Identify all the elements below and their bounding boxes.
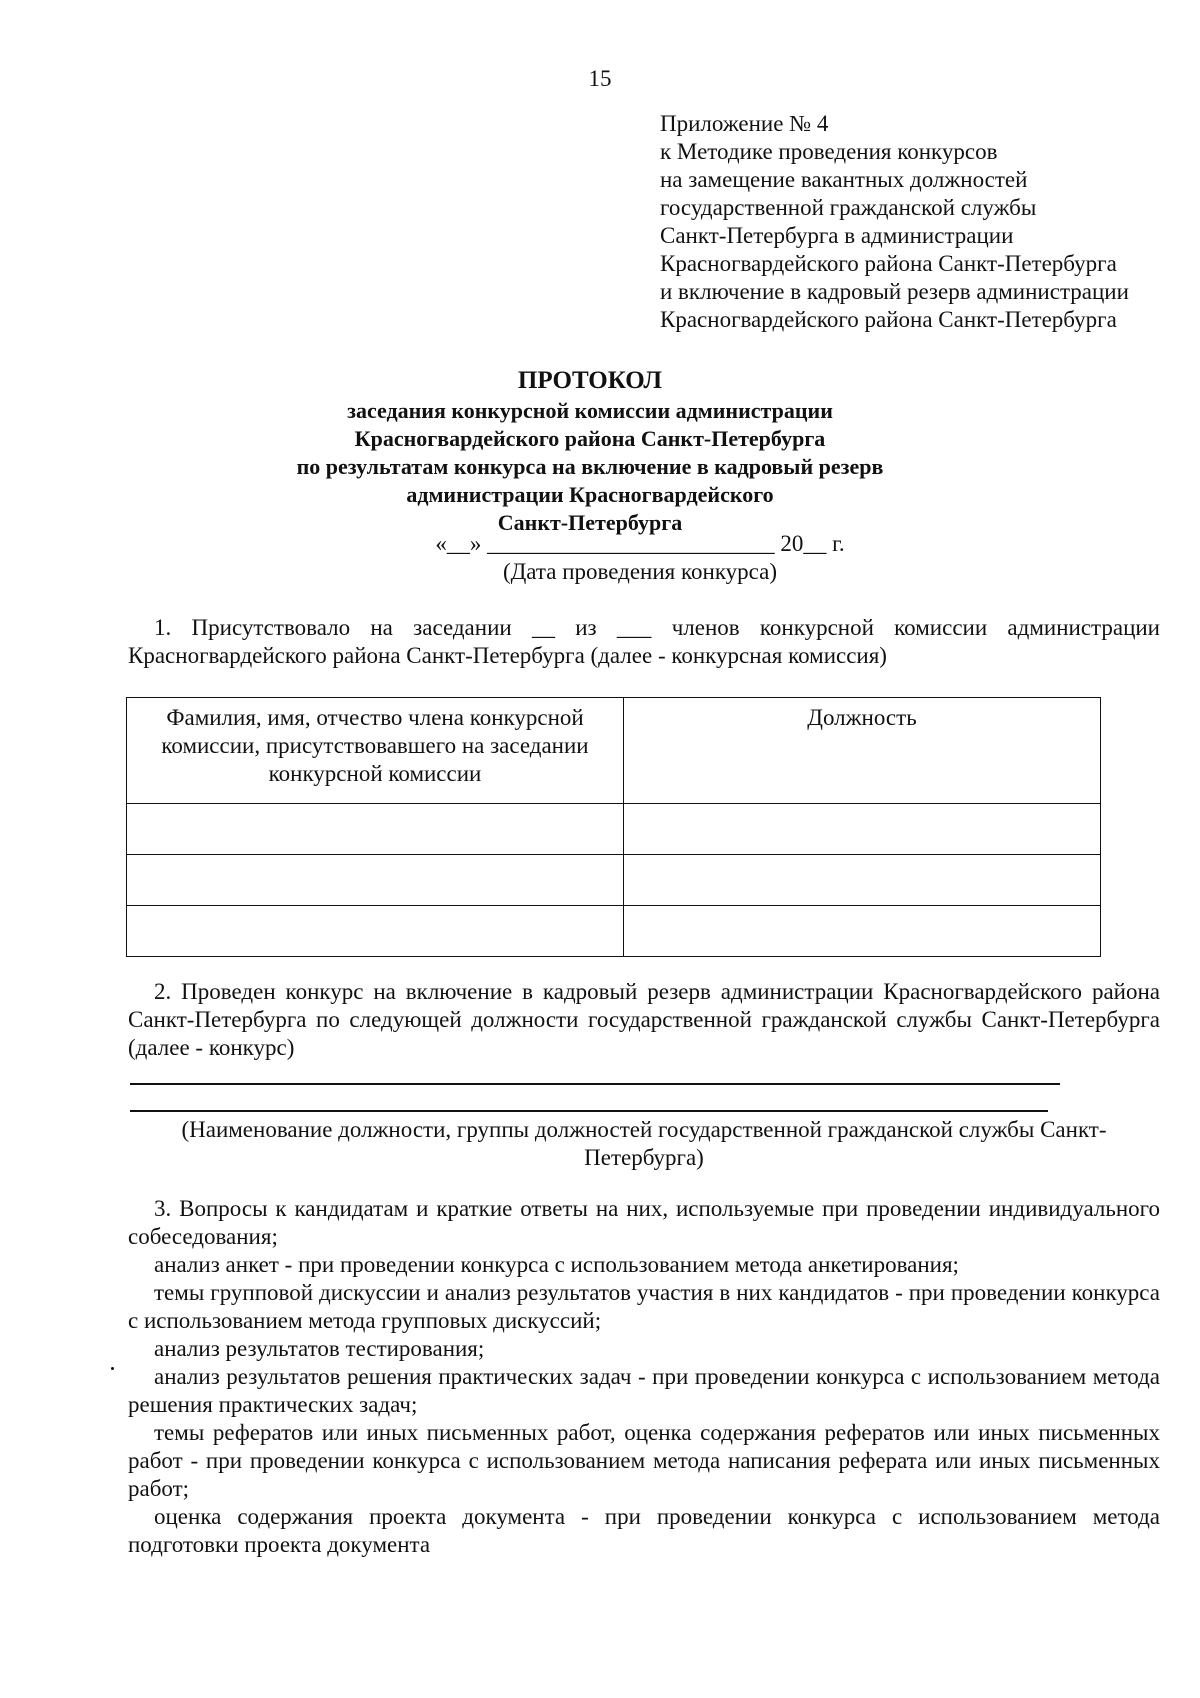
document-title [180,365,1000,537]
appendix-line: государственной гражданской службы [660,195,1037,220]
header-position: Должность [624,698,1101,804]
table-cell [127,804,624,855]
section-3-item: анализ результатов решения практических задач - при проведении конкурса с использованием метода решения практических задач; [128,1364,1160,1417]
section-3-item: 3. Вопросы к кандидатам и краткие ответы на них, используемые при проведении индивидуального собеседования; [128,1196,1160,1249]
title-main: ПРОТОКОЛ [517,367,663,394]
members-table [126,697,1101,957]
table-cell [127,906,624,957]
section-3-item: анализ анкет - при проведении конкурса с использованием метода анкетирования; [154,1252,959,1277]
appendix-line: Красногвардейского района Санкт-Петербурга [660,251,1117,276]
table-cell [624,804,1101,855]
table-cell [127,855,624,906]
page-number: 15 [588,66,612,91]
title-line: Санкт-Петербурга [497,510,683,535]
appendix-header [660,110,1200,334]
title-line: по результатам конкурса на включение в кадровый резерв [296,454,884,479]
table-cell [624,906,1101,957]
section-3-item: темы групповой дискуссии и анализ результатов участия в них кандидатов - при проведении конкурса с использованием метода групповых дискуссий; [128,1280,1160,1333]
appendix-line: Приложение № 4 [660,111,829,136]
table-header-row [127,698,1101,804]
date-field: «__» _________________________ 20__ г. [435,531,845,556]
title-line: заседания конкурсной комиссии администрации [347,398,833,423]
title-line: администрации Красногвардейского [406,482,774,507]
scan-speck [111,1367,114,1370]
appendix-line: Санкт-Петербурга в администрации [660,223,1014,248]
appendix-line: Красногвардейского района Санкт-Петербурга [660,307,1117,332]
position-caption: (Наименование должности, группы должностей государственной гражданской службы Санкт-Петербурга) [181,1117,1107,1170]
table-row [127,906,1101,957]
section-1-text: 1. Присутствовало на заседании __ из ___ членов конкурсной комиссии администрации Красногвардейского района Санкт-Петербурга (далее - конкурсная комиссия) [128,615,1160,668]
table-cell [624,855,1101,906]
section-3-item: оценка содержания проекта документа - при проведении конкурса с использованием метода подготовки проекта документа [128,1504,1160,1557]
blank-line [130,1083,1060,1085]
section-3-item: анализ результатов тестирования; [154,1336,485,1361]
blank-line [130,1110,1048,1112]
date-caption: (Дата проведения конкурса) [502,559,778,584]
appendix-line: и включение в кадровый резерв администрации [660,279,1129,304]
header-member-name: Фамилия, имя, отчество члена конкурсной комиссии, присутствовавшего на заседании конкурсной комиссии [127,698,624,804]
table-row [127,855,1101,906]
section-3-item: темы рефератов или иных письменных работ, оценка содержания рефератов или иных письменных работ - при проведении конкурса с использованием метода написания реферата или иных письменных работ; [128,1420,1160,1501]
section-2-text: 2. Проведен конкурс на включение в кадровый резерв администрации Красногвардейского района Санкт-Петербурга по следующей должности государственной гражданской службы Санкт-Петербурга (далее - конкурс) [128,979,1160,1060]
appendix-line: на замещение вакантных должностей [660,167,1028,192]
appendix-line: к Методике проведения конкурсов [660,139,998,164]
table-row [127,804,1101,855]
title-line: Красногвардейского района Санкт-Петербурга [354,426,826,451]
